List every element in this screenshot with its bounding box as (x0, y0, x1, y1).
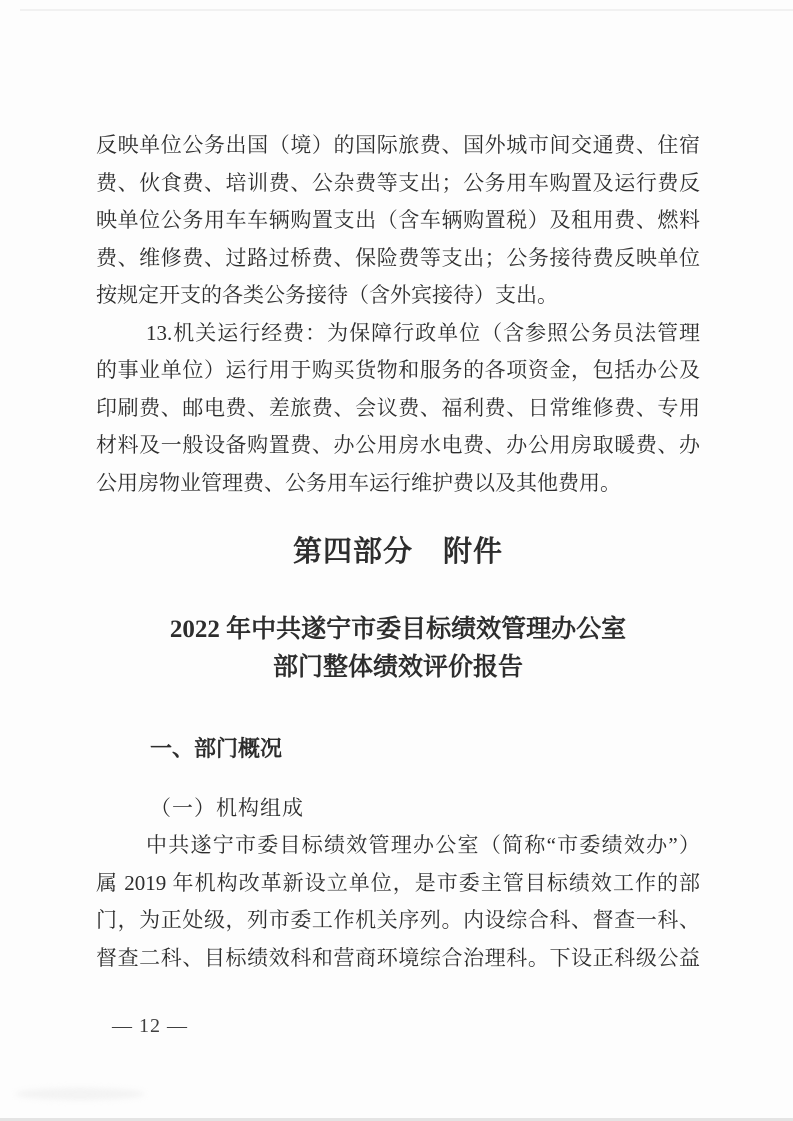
text-line: 映单位公务用车车辆购置支出（含车辆购置税）及租用费、燃料 (96, 208, 700, 232)
part-four-heading: 第四部分 附件 (292, 536, 503, 568)
text-line: 13.机关运行经费：为保障行政单位（含参照公务员法管理 (146, 320, 700, 345)
text-line: 材料及一般设备购置费、办公用房水电费、办公用房取暖费、办 (96, 433, 700, 457)
text-line: 按规定开支的各类公务接待（含外宾接待）支出。 (96, 283, 558, 307)
text-line: 反映单位公务出国（境）的国际旅费、国外城市间交通费、住宿 (96, 133, 700, 157)
text-line: 督查二科、目标绩效科和营商环境综合治理科。下设正科级公益 (96, 945, 700, 970)
page-number: — 12 — (112, 1015, 188, 1037)
text-line: 门，为正处级，列市委工作机关序列。内设综合科、督查一科、 (96, 908, 700, 932)
scan-artifact-smudge (15, 1088, 145, 1100)
text-line: 属 2019 年机构改革新设立单位，是市委主管目标绩效工作的部 (96, 870, 700, 895)
report-title-line-1: 2022 年中共遂宁市委目标绩效管理办公室 (169, 616, 627, 643)
report-title (96, 611, 700, 687)
text-line: 公用房物业管理费、公务用车运行维护费以及其他费用。 (96, 470, 621, 495)
subsection-heading-organization: （一）机构组成 (150, 795, 304, 820)
paragraph-operating-expense-definition (96, 315, 700, 503)
section-heading-department-overview: 一、部门概况 (150, 736, 283, 761)
page-content (96, 127, 700, 977)
report-title-line-2: 部门整体绩效评价报告 (272, 654, 523, 681)
paragraph-organization-composition (96, 827, 700, 977)
text-line: 印刷费、邮电费、差旅费、会议费、福利费、日常维修费、专用 (96, 395, 700, 420)
paragraph-expense-definitions (96, 127, 700, 315)
text-line: 费、维修费、过路过桥费、保险费等支出；公务接待费反映单位 (96, 245, 700, 270)
text-line: 的事业单位）运行用于购买货物和服务的各项资金，包括办公及 (96, 358, 700, 382)
text-line: 中共遂宁市委目标绩效管理办公室（简称“市委绩效办”） (146, 833, 700, 857)
scan-artifact-top-line (20, 9, 793, 11)
text-line: 费、伙食费、培训费、公杂费等支出；公务用车购置及运行费反 (96, 170, 700, 195)
